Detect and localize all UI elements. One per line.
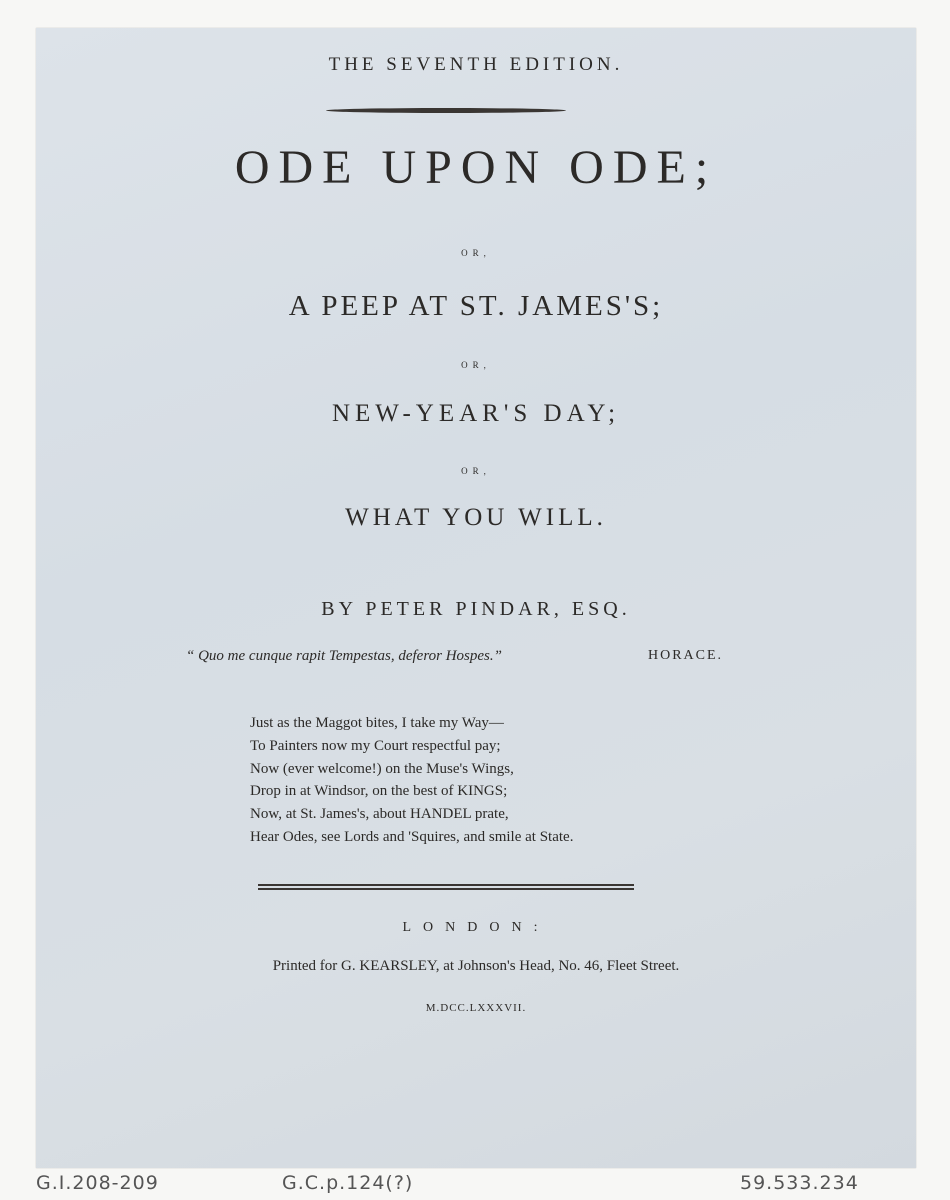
verse-line: Hear Odes, see Lords and 'Squires, and smile at State. — [250, 828, 574, 845]
verse-line: Now, at St. James's, about HANDEL prate, — [250, 806, 509, 823]
alternate-title-1: A PEEP AT ST. JAMES'S; — [288, 290, 664, 322]
verse-line: Drop in at Windsor, on the best of KINGS; — [250, 783, 508, 800]
imprint-printer: Printed for G. KEARSLEY, at Johnson's Head, No. 46, Fleet Street. — [272, 958, 680, 974]
main-title: ODE UPON ODE; — [234, 141, 718, 194]
verse-line: To Painters now my Court respectful pay; — [250, 737, 501, 754]
or-connector: OR, — [461, 248, 491, 258]
alternate-title-2: NEW-YEAR'S DAY; — [331, 400, 621, 427]
edition-line: THE SEVENTH EDITION. — [328, 54, 624, 75]
verse-line: Just as the Maggot bites, I take my Way— — [250, 715, 504, 731]
alternate-title-3: WHAT YOU WILL. — [345, 504, 607, 531]
swelled-rule — [326, 108, 566, 113]
double-rule — [258, 884, 634, 890]
verse-epigraph — [250, 712, 573, 849]
epigraph-author: HORACE. — [648, 648, 724, 663]
imprint-date: M.DCC.LXXXVII. — [425, 1002, 527, 1014]
or-connector: OR, — [461, 466, 491, 476]
verse-line: Now (ever welcome!) on the Muse's Wings, — [250, 760, 514, 777]
epigraph: “ Quo me cunque rapit Tempestas, deferor Hospes.” — [186, 648, 502, 664]
author-byline: BY PETER PINDAR, ESQ. — [321, 598, 631, 620]
mount-annotation-right: 59.533.234 — [740, 1172, 859, 1194]
mount-annotation-middle: G.C.p.124(?) — [282, 1172, 414, 1194]
title-page — [36, 28, 916, 1168]
mount-annotation-left: G.I.208-209 — [36, 1172, 159, 1194]
imprint-city: LONDON: — [402, 920, 550, 935]
or-connector: OR, — [461, 360, 491, 370]
